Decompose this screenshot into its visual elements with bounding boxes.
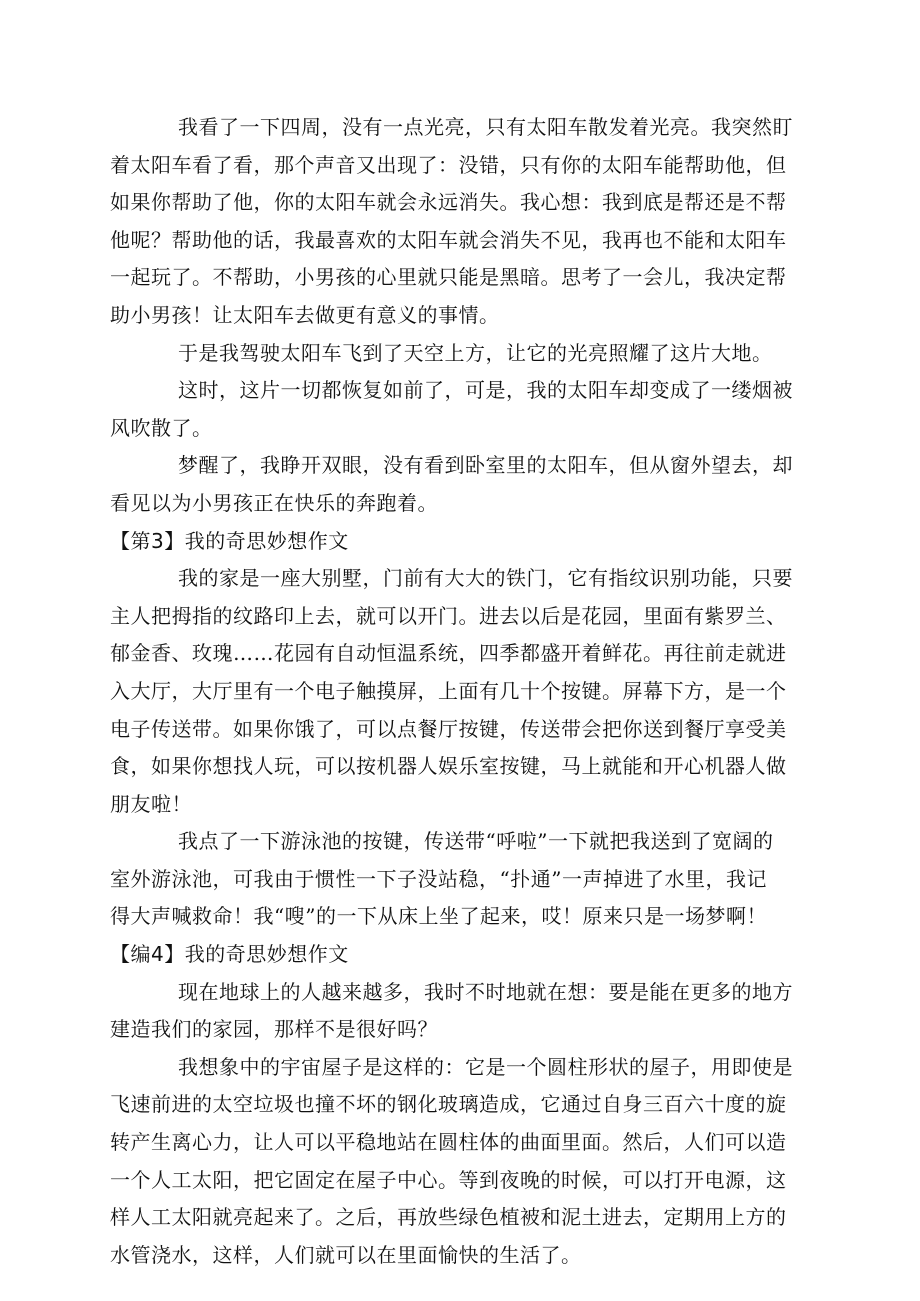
paragraph: [110, 109, 795, 335]
text-line: 得大声喊救命！我“嗖”的一下从床上坐了起来，哎！原来只是一场梦啊！: [110, 904, 767, 929]
text-line: 主人把拇指的纹路印上去，就可以开门。进去以后是花园，里面有紫罗兰、: [110, 603, 787, 628]
text-line: 风吹散了。: [110, 415, 213, 440]
paragraph: [110, 372, 795, 447]
text-line: 他呢？帮助他的话，我最喜欢的太阳车就会消失不见，我再也不能和太阳车: [110, 227, 787, 252]
text-line: 入大厅，大厅里有一个电子触摸屏，上面有几十个按键。屏幕下方，是一个: [110, 678, 787, 703]
text-line: 梦醒了，我睁开双眼，没有看到卧室里的太阳车，但从窗外望去，却: [178, 453, 793, 478]
text-line: 食，如果你想找人玩，可以按机器人娱乐室按键，马上就能和开心机器人做: [110, 754, 787, 779]
text-line: 于是我驾驶太阳车飞到了天空上方，让它的光亮照耀了这片大地。: [178, 340, 773, 365]
paragraph: [110, 1049, 795, 1275]
text-line: 一个人工太阳，把它固定在屋子中心。等到夜晚的时候，可以打开电源，这: [110, 1167, 787, 1192]
text-line: 助小男孩！让太阳车去做更有意义的事情。: [110, 302, 500, 327]
text-line: 郁金香、玫瑰……花园有自动恒温系统，四季都盛开着鲜花。再往前走就进: [110, 641, 787, 666]
text-line: 着太阳车看了看，那个声音又出现了：没错，只有你的太阳车能帮助他，但: [110, 152, 787, 177]
text-line: 我的家是一座大别墅，门前有大大的铁门，它有指纹识别功能，只要: [178, 566, 793, 591]
text-line: 样人工太阳就亮起来了。之后，再放些绿色植被和泥土进去，定期用上方的: [110, 1205, 787, 1230]
text-line: 我点了一下游泳池的按键，传送带“呼啦”一下就把我送到了宽阔的: [178, 829, 774, 854]
paragraph: [110, 335, 795, 373]
text-line: 转产生离心力，让人可以平稳地站在圆柱体的曲面里面。然后，人们可以造: [110, 1130, 787, 1155]
text-line: 如果你帮助了他，你的太阳车就会永远消失。我心想：我到底是帮还是不帮: [110, 190, 787, 215]
text-line: 看见以为小男孩正在快乐的奔跑着。: [110, 490, 438, 515]
heading-text: 【编4】我的奇思妙想作文: [110, 942, 349, 967]
text-line: 电子传送带。如果你饿了，可以点餐厅按键，传送带会把你送到餐厅享受美: [110, 716, 787, 741]
text-line: 朋友啦！: [110, 791, 192, 816]
text-line: 一起玩了。不帮助，小男孩的心里就只能是黑暗。思考了一会儿，我决定帮: [110, 265, 787, 290]
text-line: 水管浇水，这样，人们就可以在里面愉快的生活了。: [110, 1242, 582, 1267]
text-line: 我想象中的宇宙屋子是这样的：它是一个圆柱形状的屋子，用即使是: [178, 1054, 793, 1079]
text-line: 现在地球上的人越来越多，我时不时地就在想：要是能在更多的地方: [178, 979, 793, 1004]
paragraph: [110, 560, 795, 823]
paragraph: [110, 823, 795, 936]
paragraph: [110, 447, 795, 522]
text-line: 我看了一下四周，没有一点光亮，只有太阳车散发着光亮。我突然盯: [178, 115, 793, 139]
section-heading: [110, 936, 795, 974]
text-line: 这时，这片一切都恢复如前了，可是，我的太阳车却变成了一缕烟被: [178, 378, 793, 403]
heading-text: 【第3】我的奇思妙想作文: [110, 528, 349, 553]
section-heading: [110, 523, 795, 561]
text-line: 飞速前进的太空垃圾也撞不坏的钢化玻璃造成，它通过自身三百六十度的旋: [110, 1092, 787, 1117]
text-line: 建造我们的家园，那样不是很好吗？: [110, 1017, 438, 1042]
document-page: [110, 109, 795, 1274]
text-line: 室外游泳池，可我由于惯性一下子没站稳，“扑通”一声掉进了水里，我记: [110, 866, 767, 891]
paragraph: [110, 974, 795, 1049]
